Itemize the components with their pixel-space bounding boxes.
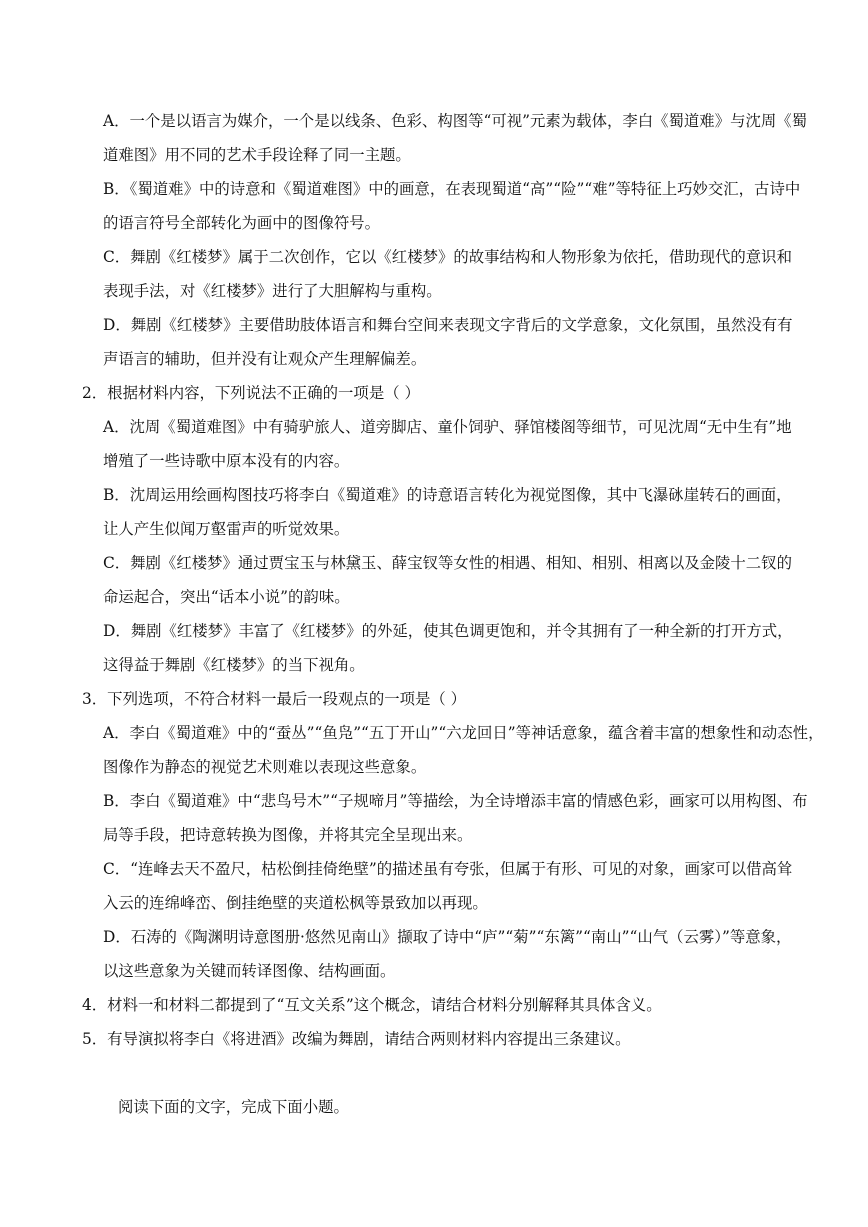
q2-option-d-line1: D．舞剧《红楼梦》丰富了《红楼梦》的外延，使其色调更饱和，并令其拥有了一种全新的打开方式， [103,622,793,640]
q3-stem: 3．下列选项，不符合材料一最后一段观点的一项是（ ） [82,690,467,708]
q3-option-d-line1: D．石涛的《陶渊明诗意图册·悠然见南山》撷取了诗中“庐”“菊”“东篱”“南山”“山气（云雾）”等意象， [103,928,792,946]
q3-option-c-line1: C．“连峰去天不盈尺，枯松倒挂倚绝壁”的描述虽有夸张，但属于有形、可见的对象，画家可以借高耸 [103,860,793,878]
q2-option-b-line1: B．沈周运用绘画构图技巧将李白《蜀道难》的诗意语言转化为视觉图像，其中飞瀑砯崖转石的画面， [103,486,792,504]
q1-option-a-line1: A．一个是以语言为媒介，一个是以线条、色彩、构图等“可视”元素为载体，李白《蜀道难》与沈周《蜀 [103,112,808,130]
q2-option-c-line2: 命运起合，突出“话本小说”的韵味。 [103,588,350,606]
q2-option-c-line1: C．舞剧《红楼梦》通过贾宝玉与林黛玉、薛宝钗等女性的相遇、相知、相别、相离以及金陵十二钗的 [103,554,792,572]
q4-stem: 4．材料一和材料二都提到了“互文关系”这个概念，请结合材料分别解释其具体含义。 [82,996,662,1014]
q1-option-d-line1: D．舞剧《红楼梦》主要借助肢体语言和舞台空间来表现文字背后的文学意象，文化氛围，虽然没有有 [103,316,793,334]
q1-option-c-line2: 表现手法，对《红楼梦》进行了大胆解构与重构。 [103,282,442,300]
q2-option-d-line2: 这得益于舞剧《红楼梦》的当下视角。 [103,656,365,674]
q2-option-a-line1: A．沈周《蜀道难图》中有骑驴旅人、道旁脚店、童仆饲驴、驿馆楼阁等细节，可见沈周“无中生有”地 [103,418,792,436]
q3-option-b-line2: 局等手段，把诗意转换为图像，并将其完全呈现出来。 [103,826,473,844]
q1-option-b-line2: 的语言符号全部转化为画中的图像符号。 [103,214,381,232]
q3-option-d-line2: 以这些意象为关键而转译图像、结构画面。 [103,962,396,980]
section-intro: 阅读下面的文字，完成下面小题。 [118,1098,349,1116]
q1-option-d-line2: 声语言的辅助，但并没有让观众产生理解偏差。 [103,350,427,368]
q5-stem: 5．有导演拟将李白《将进酒》改编为舞剧，请结合两则材料内容提出三条建议。 [82,1030,631,1048]
q2-option-a-line2: 增殖了一些诗歌中原本没有的内容。 [103,452,350,470]
q3-option-c-line2: 入云的连绵峰峦、倒挂绝壁的夹道松枫等景致加以再现。 [103,894,488,912]
q3-option-a-line1: A．李白《蜀道难》中的“蚕丛”“鱼凫”“五丁开山”“六龙回日”等神话意象，蕴含着丰富的想象性和动态性， [103,724,824,742]
q2-stem: 2．根据材料内容，下列说法不正确的一项是（ ） [82,384,420,402]
q3-option-a-line2: 图像作为静态的视觉艺术则难以表现这些意象。 [103,758,427,776]
q3-option-b-line1: B．李白《蜀道难》中“悲鸟号木”“子规啼月”等描绘，为全诗增添丰富的情感色彩，画家可以用构图、布 [103,792,808,810]
q1-option-c-line1: C．舞剧《红楼梦》属于二次创作，它以《红楼梦》的故事结构和人物形象为依托，借助现代的意识和 [103,248,792,266]
q2-option-b-line2: 让人产生似闻万壑雷声的听觉效果。 [103,520,350,538]
q1-option-a-line2: 道难图》用不同的艺术手段诠释了同一主题。 [103,146,411,164]
q1-option-b-line1: B．《蜀道难》中的诗意和《蜀道难图》中的画意，在表现蜀道“高”“险”“难”等特征上巧妙交汇，古诗中 [103,180,801,198]
